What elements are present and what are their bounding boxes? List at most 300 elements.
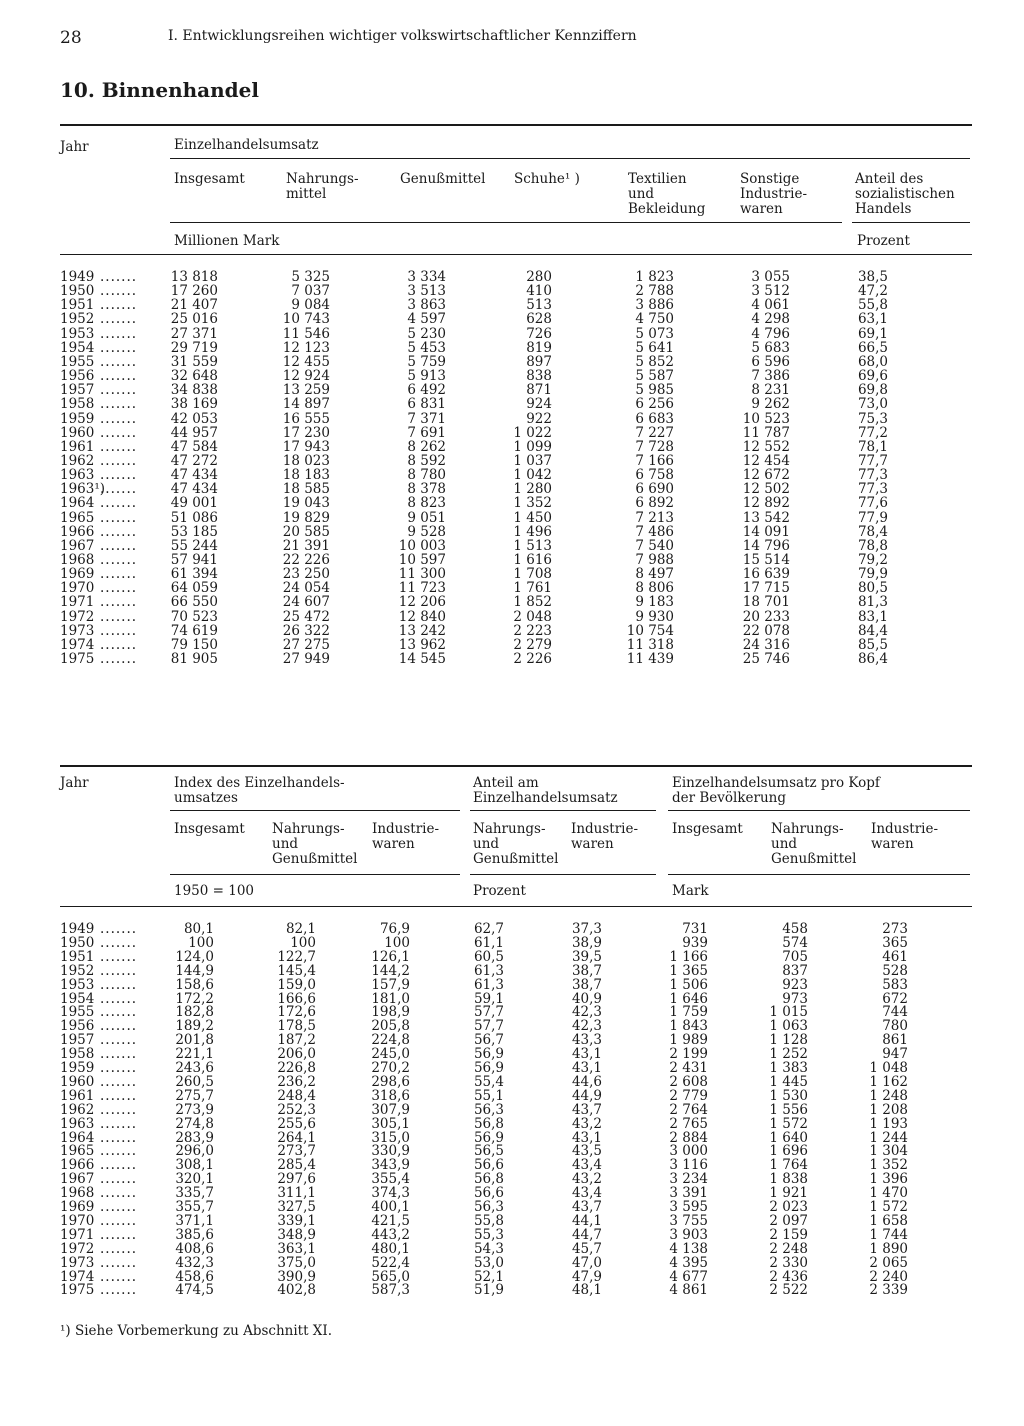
value-cell: 513 xyxy=(526,297,552,314)
year-cell: 1959 xyxy=(60,1060,95,1076)
value-cell: 158,6 xyxy=(175,976,214,993)
value-cell: 24 316 xyxy=(742,636,790,653)
table-row xyxy=(0,1061,1024,1075)
table-row xyxy=(0,1047,1024,1061)
leader-dots: ....... xyxy=(100,934,138,951)
year-cell: 1962 xyxy=(60,452,95,469)
value-cell: 385,6 xyxy=(175,1226,214,1243)
value-cell: 57 941 xyxy=(170,552,218,568)
value-cell: 408,6 xyxy=(175,1240,214,1257)
leader-dots: ....... xyxy=(100,1199,138,1215)
value-cell: 6 690 xyxy=(635,481,674,498)
value-cell: 24 607 xyxy=(282,594,330,611)
value-cell: 2 223 xyxy=(513,622,552,639)
value-cell: 20 233 xyxy=(742,608,790,625)
value-cell: 1 352 xyxy=(513,495,552,512)
leader-dots: ....... xyxy=(100,269,138,285)
value-cell: 1 015 xyxy=(769,1004,808,1021)
year-cell: 1956 xyxy=(60,1018,95,1035)
value-cell: 7 728 xyxy=(635,438,674,455)
value-cell: 248,4 xyxy=(277,1087,316,1104)
leader-dots: ....... xyxy=(100,297,138,314)
table-row xyxy=(0,383,1024,397)
table-row xyxy=(0,652,1024,666)
value-cell: 4 138 xyxy=(669,1240,708,1257)
value-cell: 1 445 xyxy=(769,1073,808,1090)
value-cell: 66 550 xyxy=(170,594,218,611)
leader-dots: ....... xyxy=(100,481,138,498)
table-row xyxy=(0,468,1024,482)
value-cell: 45,7 xyxy=(571,1240,602,1257)
table2-header-bottom-rule xyxy=(60,906,972,907)
value-cell: 285,4 xyxy=(277,1157,316,1174)
value-cell: 1 208 xyxy=(869,1101,908,1118)
leader-dots: ....... xyxy=(100,1282,138,1299)
table-row xyxy=(0,978,1024,992)
year-cell: 1974 xyxy=(60,636,95,653)
value-cell: 924 xyxy=(526,396,552,413)
value-cell: 819 xyxy=(526,339,552,356)
value-cell: 57,7 xyxy=(473,1004,504,1021)
value-cell: 47 434 xyxy=(170,467,218,484)
value-cell: 1 658 xyxy=(869,1212,908,1229)
value-cell: 8 262 xyxy=(407,438,446,455)
value-cell: 86,4 xyxy=(857,651,888,668)
value-cell: 47 434 xyxy=(170,481,218,498)
year-cell: 1971 xyxy=(60,1226,95,1243)
value-cell: 1 248 xyxy=(869,1087,908,1104)
value-cell: 77,6 xyxy=(857,495,888,512)
value-cell: 2 065 xyxy=(869,1254,908,1271)
value-cell: 8 806 xyxy=(635,580,674,597)
value-cell: 947 xyxy=(882,1046,908,1063)
table-row xyxy=(0,312,1024,326)
leader-dots: ....... xyxy=(100,1212,138,1229)
value-cell: 205,8 xyxy=(371,1018,410,1035)
value-cell: 25 016 xyxy=(170,311,218,328)
value-cell: 628 xyxy=(526,311,552,328)
value-cell: 339,1 xyxy=(277,1212,316,1229)
year-cell: 1972 xyxy=(60,608,95,625)
value-cell: 69,1 xyxy=(857,325,888,342)
table-row xyxy=(0,610,1024,624)
value-cell: 252,3 xyxy=(277,1101,316,1118)
table-row xyxy=(0,624,1024,638)
value-cell: 187,2 xyxy=(277,1032,316,1049)
value-cell: 70 523 xyxy=(170,608,218,625)
value-cell: 7 691 xyxy=(407,424,446,441)
leader-dots: ....... xyxy=(100,1185,138,1202)
leader-dots: ....... xyxy=(100,410,138,427)
table2-year-header: Jahr xyxy=(60,775,89,791)
year-cell: 1951 xyxy=(60,948,95,965)
value-cell: 4 796 xyxy=(751,325,790,342)
value-cell: 9 051 xyxy=(407,509,446,526)
value-cell: 355,7 xyxy=(175,1199,214,1215)
value-cell: 85,5 xyxy=(857,636,888,653)
value-cell: 42,3 xyxy=(571,1018,602,1035)
leader-dots: ....... xyxy=(100,1060,138,1076)
value-cell: 375,0 xyxy=(277,1254,316,1271)
value-cell: 10 003 xyxy=(398,537,446,554)
year-cell: 1973 xyxy=(60,622,95,639)
leader-dots: ....... xyxy=(100,1115,138,1132)
year-cell: 1958 xyxy=(60,396,95,413)
value-cell: 43,4 xyxy=(571,1157,602,1174)
value-cell: 8 592 xyxy=(407,452,446,469)
value-cell: 7 213 xyxy=(635,509,674,526)
value-cell: 84,4 xyxy=(857,622,888,639)
value-cell: 1 838 xyxy=(769,1171,808,1188)
value-cell: 583 xyxy=(882,976,908,993)
value-cell: 56,8 xyxy=(473,1171,504,1188)
table-row xyxy=(0,1186,1024,1200)
value-cell: 27 371 xyxy=(170,325,218,342)
value-cell: 1 048 xyxy=(869,1060,908,1076)
value-cell: 81,3 xyxy=(857,594,888,611)
value-cell: 100 xyxy=(290,934,316,951)
table-row xyxy=(0,369,1024,383)
value-cell: 315,0 xyxy=(371,1129,410,1146)
value-cell: 283,9 xyxy=(175,1129,214,1146)
value-cell: 2 279 xyxy=(513,636,552,653)
value-cell: 8 823 xyxy=(407,495,446,512)
value-cell: 574 xyxy=(782,934,808,951)
value-cell: 38,9 xyxy=(571,934,602,951)
value-cell: 42,3 xyxy=(571,1004,602,1021)
value-cell: 189,2 xyxy=(175,1018,214,1035)
leader-dots: ....... xyxy=(100,467,138,484)
value-cell: 1 162 xyxy=(869,1073,908,1090)
table2-group-anteil: Anteil am Einzelhandelsumsatz xyxy=(473,775,618,806)
leader-dots: ....... xyxy=(100,622,138,639)
value-cell: 565,0 xyxy=(371,1268,410,1285)
value-cell: 43,1 xyxy=(571,1060,602,1076)
leader-dots: ....... xyxy=(100,1032,138,1049)
year-cell: 1966 xyxy=(60,523,95,540)
value-cell: 5 683 xyxy=(751,339,790,356)
value-cell: 75,3 xyxy=(857,410,888,427)
value-cell: 1 989 xyxy=(669,1032,708,1049)
value-cell: 3 886 xyxy=(635,297,674,314)
value-cell: 126,1 xyxy=(371,948,410,965)
t2-col-anteil-nahrung: Nahrungs- und Genußmittel xyxy=(473,821,559,867)
value-cell: 55,1 xyxy=(473,1087,504,1104)
value-cell: 172,6 xyxy=(277,1004,316,1021)
table-row xyxy=(0,964,1024,978)
value-cell: 25 746 xyxy=(742,651,790,668)
value-cell: 201,8 xyxy=(175,1032,214,1049)
table1-col-rule-right xyxy=(852,222,970,223)
value-cell: 7 371 xyxy=(407,410,446,427)
year-cell: 1966 xyxy=(60,1157,95,1174)
value-cell: 56,8 xyxy=(473,1115,504,1132)
t2-col-anteil-industrie: Industrie- waren xyxy=(571,821,639,852)
value-cell: 7 486 xyxy=(635,523,674,540)
leader-dots: ....... xyxy=(100,1129,138,1146)
value-cell: 1 646 xyxy=(669,990,708,1007)
value-cell: 63,1 xyxy=(857,311,888,328)
leader-dots: ....... xyxy=(100,438,138,455)
value-cell: 79 150 xyxy=(170,636,218,653)
table1-group-rule xyxy=(170,158,970,159)
table-row xyxy=(0,1005,1024,1019)
value-cell: 922 xyxy=(526,410,552,427)
value-cell: 47,2 xyxy=(857,283,888,300)
value-cell: 83,1 xyxy=(857,608,888,625)
table1-year-header: Jahr xyxy=(60,139,89,155)
table-row xyxy=(0,553,1024,567)
value-cell: 22 226 xyxy=(282,552,330,568)
value-cell: 1 042 xyxy=(513,467,552,484)
value-cell: 2 431 xyxy=(669,1060,708,1076)
value-cell: 56,6 xyxy=(473,1185,504,1202)
value-cell: 1 890 xyxy=(869,1240,908,1257)
value-cell: 19 043 xyxy=(282,495,330,512)
year-cell: 1955 xyxy=(60,353,95,370)
value-cell: 55,4 xyxy=(473,1073,504,1090)
table-row xyxy=(0,1242,1024,1256)
value-cell: 43,1 xyxy=(571,1046,602,1063)
table2-unit3-rule xyxy=(668,874,970,875)
value-cell: 528 xyxy=(882,962,908,979)
value-cell: 923 xyxy=(782,976,808,993)
leader-dots: ....... xyxy=(100,580,138,597)
value-cell: 744 xyxy=(882,1004,908,1021)
table-row xyxy=(0,525,1024,539)
value-cell: 7 540 xyxy=(635,537,674,554)
value-cell: 1 506 xyxy=(669,976,708,993)
value-cell: 243,6 xyxy=(175,1060,214,1076)
value-cell: 38 169 xyxy=(170,396,218,413)
value-cell: 12 552 xyxy=(742,438,790,455)
leader-dots: ....... xyxy=(100,1254,138,1271)
value-cell: 14 897 xyxy=(282,396,330,413)
value-cell: 47 584 xyxy=(170,438,218,455)
value-cell: 6 683 xyxy=(635,410,674,427)
leader-dots: ....... xyxy=(100,495,138,512)
value-cell: 16 555 xyxy=(282,410,330,427)
value-cell: 44,6 xyxy=(571,1073,602,1090)
leader-dots: ....... xyxy=(100,948,138,965)
value-cell: 69,6 xyxy=(857,368,888,385)
value-cell: 12 892 xyxy=(742,495,790,512)
value-cell: 64 059 xyxy=(170,580,218,597)
value-cell: 81 905 xyxy=(170,651,218,668)
value-cell: 12 123 xyxy=(282,339,330,356)
table-row xyxy=(0,638,1024,652)
value-cell: 17 943 xyxy=(282,438,330,455)
value-cell: 273,7 xyxy=(277,1143,316,1160)
value-cell: 2 159 xyxy=(769,1226,808,1243)
value-cell: 1 640 xyxy=(769,1129,808,1146)
value-cell: 1 852 xyxy=(513,594,552,611)
value-cell: 11 787 xyxy=(742,424,790,441)
value-cell: 4 861 xyxy=(669,1282,708,1299)
value-cell: 181,0 xyxy=(371,990,410,1007)
t2-col-kopf-insgesamt: Insgesamt xyxy=(672,821,743,837)
value-cell: 144,9 xyxy=(175,962,214,979)
value-cell: 1 037 xyxy=(513,452,552,469)
value-cell: 14 545 xyxy=(398,651,446,668)
value-cell: 2 436 xyxy=(769,1268,808,1285)
table-row xyxy=(0,1033,1024,1047)
value-cell: 973 xyxy=(782,990,808,1007)
value-cell: 780 xyxy=(882,1018,908,1035)
value-cell: 335,7 xyxy=(175,1185,214,1202)
value-cell: 297,6 xyxy=(277,1171,316,1188)
value-cell: 43,4 xyxy=(571,1185,602,1202)
table2-group-prokopf: Einzelhandelsumsatz pro Kopf der Bevölkerung xyxy=(672,775,880,806)
leader-dots: ....... xyxy=(100,353,138,370)
value-cell: 8 231 xyxy=(751,382,790,399)
col-textilien-header: Textilien und Bekleidung xyxy=(628,171,706,217)
value-cell: 26 322 xyxy=(282,622,330,639)
year-cell: 1972 xyxy=(60,1240,95,1257)
year-cell: 1970 xyxy=(60,1212,95,1229)
year-cell: 1955 xyxy=(60,1004,95,1021)
table-row xyxy=(0,1103,1024,1117)
year-cell: 1952 xyxy=(60,311,95,328)
value-cell: 1 530 xyxy=(769,1087,808,1104)
table-row xyxy=(0,511,1024,525)
value-cell: 1 496 xyxy=(513,523,552,540)
year-cell: 1975 xyxy=(60,651,95,668)
value-cell: 38,7 xyxy=(571,976,602,993)
value-cell: 13 818 xyxy=(170,269,218,285)
value-cell: 6 256 xyxy=(635,396,674,413)
value-cell: 20 585 xyxy=(282,523,330,540)
value-cell: 56,9 xyxy=(473,1129,504,1146)
value-cell: 62,7 xyxy=(473,921,504,937)
value-cell: 587,3 xyxy=(371,1282,410,1299)
value-cell: 270,2 xyxy=(371,1060,410,1076)
section-title: 10. Binnenhandel xyxy=(60,78,259,102)
value-cell: 10 743 xyxy=(282,311,330,328)
value-cell: 2 023 xyxy=(769,1199,808,1215)
year-cell: 1970 xyxy=(60,580,95,597)
value-cell: 1 759 xyxy=(669,1004,708,1021)
year-cell: 1949 xyxy=(60,269,95,285)
value-cell: 5 073 xyxy=(635,325,674,342)
leader-dots: ....... xyxy=(100,396,138,413)
value-cell: 49 001 xyxy=(170,495,218,512)
value-cell: 9 528 xyxy=(407,523,446,540)
value-cell: 8 780 xyxy=(407,467,446,484)
value-cell: 307,9 xyxy=(371,1101,410,1118)
value-cell: 3 234 xyxy=(669,1171,708,1188)
value-cell: 32 648 xyxy=(170,368,218,385)
table-row xyxy=(0,581,1024,595)
table-row xyxy=(0,1270,1024,1284)
value-cell: 1 744 xyxy=(869,1226,908,1243)
leader-dots: ....... xyxy=(100,523,138,540)
value-cell: 56,9 xyxy=(473,1046,504,1063)
value-cell: 43,2 xyxy=(571,1115,602,1132)
value-cell: 320,1 xyxy=(175,1171,214,1188)
value-cell: 52,1 xyxy=(473,1268,504,1285)
value-cell: 7 227 xyxy=(635,424,674,441)
leader-dots: ....... xyxy=(100,1157,138,1174)
value-cell: 5 913 xyxy=(407,368,446,385)
table-row xyxy=(0,341,1024,355)
leader-dots: ....... xyxy=(100,1087,138,1104)
value-cell: 236,2 xyxy=(277,1073,316,1090)
value-cell: 330,9 xyxy=(371,1143,410,1160)
year-cell: 1951 xyxy=(60,297,95,314)
value-cell: 2 522 xyxy=(769,1282,808,1299)
value-cell: 43,7 xyxy=(571,1199,602,1215)
value-cell: 31 559 xyxy=(170,353,218,370)
table1-unit-millionen: Millionen Mark xyxy=(174,233,280,249)
value-cell: 61,1 xyxy=(473,934,504,951)
value-cell: 14 091 xyxy=(742,523,790,540)
value-cell: 44,1 xyxy=(571,1212,602,1229)
value-cell: 1 193 xyxy=(869,1115,908,1132)
value-cell: 77,3 xyxy=(857,481,888,498)
value-cell: 18 023 xyxy=(282,452,330,469)
value-cell: 159,0 xyxy=(277,976,316,993)
value-cell: 38,5 xyxy=(857,269,888,285)
value-cell: 12 502 xyxy=(742,481,790,498)
value-cell: 2 048 xyxy=(513,608,552,625)
value-cell: 1 764 xyxy=(769,1157,808,1174)
value-cell: 1 823 xyxy=(635,269,674,285)
leader-dots: ....... xyxy=(100,424,138,441)
value-cell: 166,6 xyxy=(277,990,316,1007)
value-cell: 17 715 xyxy=(742,580,790,597)
value-cell: 69,8 xyxy=(857,382,888,399)
table-row xyxy=(0,482,1024,496)
value-cell: 421,5 xyxy=(371,1212,410,1229)
year-cell: 1964 xyxy=(60,1129,95,1146)
year-cell: 1968 xyxy=(60,552,95,568)
value-cell: 56,3 xyxy=(473,1101,504,1118)
table2-group3-rule xyxy=(668,810,970,811)
value-cell: 61,3 xyxy=(473,962,504,979)
value-cell: 47,0 xyxy=(571,1254,602,1271)
leader-dots: ....... xyxy=(100,1226,138,1243)
value-cell: 3 334 xyxy=(407,269,446,285)
table-row xyxy=(0,1214,1024,1228)
value-cell: 522,4 xyxy=(371,1254,410,1271)
value-cell: 11 546 xyxy=(282,325,330,342)
value-cell: 80,5 xyxy=(857,580,888,597)
value-cell: 25 472 xyxy=(282,608,330,625)
value-cell: 355,4 xyxy=(371,1171,410,1188)
value-cell: 4 298 xyxy=(751,311,790,328)
value-cell: 66,5 xyxy=(857,339,888,356)
value-cell: 77,3 xyxy=(857,467,888,484)
value-cell: 29 719 xyxy=(170,339,218,356)
col-sonstige-header: Sonstige Industrie- waren xyxy=(740,171,808,217)
table2-unit2-rule xyxy=(470,874,656,875)
year-cell: 1963¹) xyxy=(60,481,106,498)
value-cell: 18 701 xyxy=(742,594,790,611)
value-cell: 3 595 xyxy=(669,1199,708,1215)
leader-dots: ....... xyxy=(100,1143,138,1160)
year-cell: 1960 xyxy=(60,1073,95,1090)
table-row xyxy=(0,412,1024,426)
value-cell: 43,1 xyxy=(571,1129,602,1146)
table2-group2-rule xyxy=(470,810,656,811)
value-cell: 443,2 xyxy=(371,1226,410,1243)
table-row xyxy=(0,922,1024,936)
col-anteil-header: Anteil des sozialistischen Handels xyxy=(855,171,955,217)
value-cell: 2 240 xyxy=(869,1268,908,1285)
value-cell: 273 xyxy=(882,921,908,937)
value-cell: 280 xyxy=(526,269,552,285)
